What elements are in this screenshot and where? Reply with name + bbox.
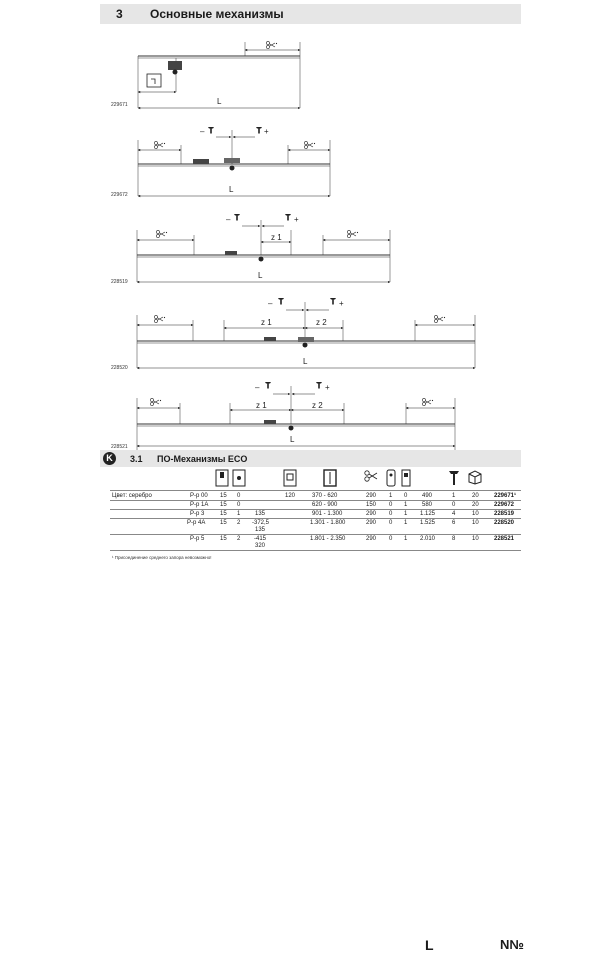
row-g: 0 [452, 502, 456, 508]
length-label: L [217, 97, 222, 106]
row-divider [110, 534, 521, 535]
row-g: 1 [452, 493, 456, 499]
length-label: L [290, 435, 295, 444]
z2-label: z 2 [316, 318, 327, 327]
row-d: 290 [366, 520, 377, 526]
row-f: 1 [404, 511, 408, 517]
subsection-number: 3.1 [130, 454, 143, 464]
row-range: 901 - 1.300 [312, 511, 343, 517]
row-c2: 0 [237, 493, 241, 499]
row-name: P-p 5 [190, 536, 205, 542]
row-d: 290 [366, 536, 377, 542]
row-h: 10 [472, 520, 479, 526]
row-h: 20 [472, 493, 479, 499]
row-length: 1.125 [420, 511, 436, 517]
row-name: P-p 00 [190, 493, 208, 499]
row-c3: -372,5 [252, 520, 270, 526]
table-bottom-rule [110, 550, 521, 551]
row-d: 150 [366, 502, 377, 508]
z2-label: z 2 [312, 401, 323, 410]
section-number: 3 [116, 7, 123, 21]
row-f: 1 [404, 536, 408, 542]
row-h: 20 [472, 502, 479, 508]
diagram-code: 228519 [111, 279, 128, 285]
row-g: 8 [452, 536, 456, 542]
z1-label: z 1 [271, 233, 282, 242]
mechanism-drawings [0, 0, 600, 450]
row-c1: 15 [220, 520, 227, 526]
row-name: P-p 3 [190, 511, 205, 517]
row-h: 10 [472, 536, 479, 542]
row-range: 1.801 - 2.350 [310, 536, 346, 542]
length-label: L [303, 357, 308, 366]
row-e: 0 [389, 520, 393, 526]
diagram-229671 [111, 41, 300, 108]
row-f: 0 [404, 493, 408, 499]
subsection-title: ПО-Механизмы ECO [157, 454, 248, 464]
row-c3: 135 [255, 511, 266, 517]
row-article-number: 229671¹ [494, 493, 517, 499]
row-article-number: 228519 [494, 511, 515, 517]
row-e: 0 [389, 536, 393, 542]
footnote: ¹ Присоединение среднего запора невозможно! [112, 555, 212, 560]
row-g: 6 [452, 520, 456, 526]
row-range: 1.301 - 1.800 [310, 520, 346, 526]
plus-label: + [339, 299, 344, 308]
diagram-228520 [111, 298, 475, 371]
minus-label: – [268, 299, 273, 308]
row-d: 290 [366, 493, 377, 499]
screw-icon [448, 469, 460, 487]
diagram-code: 229671 [111, 102, 128, 108]
row-article-number: 228521 [494, 536, 515, 542]
row-divider [110, 518, 521, 519]
diagram-229672 [111, 127, 330, 198]
row-e: 1 [389, 493, 393, 499]
plus-label: + [264, 127, 269, 136]
row-c3: -415 [254, 536, 267, 542]
row-length: 580 [422, 502, 433, 508]
length-header: L [425, 937, 434, 953]
row-length: 2.010 [420, 536, 436, 542]
row-range: 620 - 900 [312, 502, 338, 508]
row-e: 0 [389, 511, 393, 517]
sash-corner-icon [283, 469, 297, 487]
lock-count-icon [232, 469, 246, 487]
scissors-icon [364, 469, 378, 483]
diagram-code: 228521 [111, 444, 128, 450]
row-c3b: 135 [255, 527, 266, 533]
row-f: 1 [404, 520, 408, 526]
row-length: 490 [422, 493, 433, 499]
row-c1: 15 [220, 502, 227, 508]
row-c1: 15 [220, 536, 227, 542]
diagram-228521 [111, 382, 455, 450]
length-label: L [258, 271, 263, 280]
diagram-228519 [111, 214, 390, 285]
z1-label: z 1 [256, 401, 267, 410]
row-range: 370 - 620 [312, 493, 338, 499]
package-box-icon [467, 469, 483, 485]
color-label: Цвет: серебро [112, 493, 152, 499]
row-c1: 15 [220, 511, 227, 517]
z1-label: z 1 [261, 318, 272, 327]
row-h: 10 [472, 511, 479, 517]
plus-label: + [294, 215, 299, 224]
row-c1: 15 [220, 493, 227, 499]
row-c2: 1 [237, 511, 241, 517]
length-label: L [229, 185, 234, 194]
row-c2: 2 [237, 520, 241, 526]
plus-label: + [325, 383, 330, 392]
row-g: 4 [452, 511, 456, 517]
minus-label: – [200, 127, 205, 136]
sash-height-icon [323, 469, 337, 487]
k-badge: K [103, 452, 116, 465]
row-divider [110, 500, 521, 501]
minus-label: – [226, 215, 231, 224]
row-c3b: 320 [255, 543, 266, 549]
row-c2: 0 [237, 502, 241, 508]
handle-position-icon [215, 469, 229, 487]
diagram-code: 228520 [111, 365, 128, 371]
row-length: 1.525 [420, 520, 436, 526]
minus-label: – [255, 383, 260, 392]
middle-lock-icon [386, 469, 396, 487]
row-c2: 2 [237, 536, 241, 542]
row-name: P-p 4A [187, 520, 206, 526]
article-number-header: N№ [500, 937, 524, 952]
row-article-number: 229672 [494, 502, 515, 508]
row-name: P-p 1A [190, 502, 209, 508]
row-f: 1 [404, 502, 408, 508]
row-c4: 120 [285, 493, 296, 499]
diagram-code: 229672 [111, 192, 128, 198]
row-e: 0 [389, 502, 393, 508]
row-d: 290 [366, 511, 377, 517]
row-article-number: 228520 [494, 520, 515, 526]
section-title: Основные механизмы [150, 7, 284, 21]
row-divider [110, 509, 521, 510]
table-top-rule [110, 490, 521, 491]
keeper-icon [401, 469, 411, 487]
